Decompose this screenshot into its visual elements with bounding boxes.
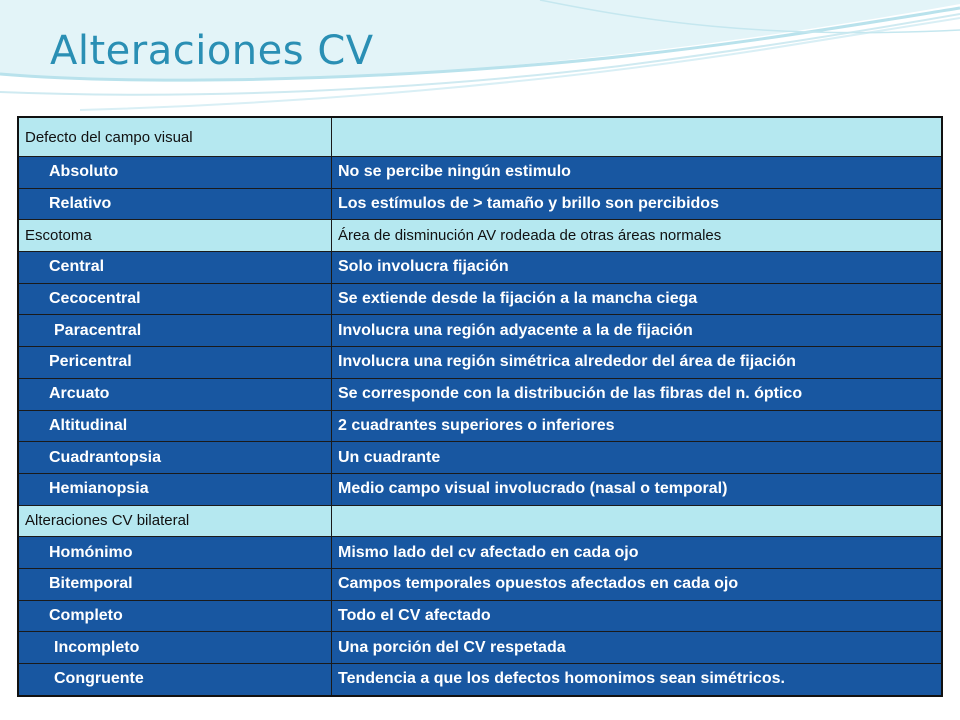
row-label: Completo	[18, 600, 332, 632]
row-label: Pericentral	[18, 347, 332, 379]
row-label: Altitudinal	[18, 410, 332, 442]
visual-field-table	[17, 116, 943, 697]
row-label: Hemianopsia	[18, 473, 332, 505]
row-label: Congruente	[18, 664, 332, 696]
row-label: Cecocentral	[18, 283, 332, 315]
table-row	[18, 188, 942, 220]
row-description: Área de disminución AV rodeada de otras áreas normales	[332, 220, 943, 252]
row-label: Incompleto	[18, 632, 332, 664]
row-label: Paracentral	[18, 315, 332, 347]
row-description: Medio campo visual involucrado (nasal o temporal)	[332, 473, 943, 505]
row-description: Un cuadrante	[332, 442, 943, 474]
row-description: Se extiende desde la fijación a la mancha ciega	[332, 283, 943, 315]
row-description	[332, 117, 943, 157]
table-row	[18, 442, 942, 474]
row-description: Los estímulos de > tamaño y brillo son percibidos	[332, 188, 943, 220]
table-row	[18, 600, 942, 632]
table-row	[18, 117, 942, 157]
row-description: Mismo lado del cv afectado en cada ojo	[332, 537, 943, 569]
page-title: Alteraciones CV	[50, 28, 374, 74]
table-row	[18, 157, 942, 189]
row-description: Se corresponde con la distribución de las fibras del n. óptico	[332, 378, 943, 410]
table-row	[18, 252, 942, 284]
table-row	[18, 473, 942, 505]
row-description: Tendencia a que los defectos homonimos sean simétricos.	[332, 664, 943, 696]
table-row	[18, 410, 942, 442]
row-label: Homónimo	[18, 537, 332, 569]
row-description: Campos temporales opuestos afectados en cada ojo	[332, 568, 943, 600]
table-row	[18, 537, 942, 569]
table-row	[18, 283, 942, 315]
row-label: Alteraciones CV bilateral	[18, 505, 332, 537]
table-row	[18, 347, 942, 379]
row-description	[332, 505, 943, 537]
row-label: Bitemporal	[18, 568, 332, 600]
table-row	[18, 664, 942, 696]
table-row	[18, 505, 942, 537]
table-row	[18, 568, 942, 600]
row-description: Solo involucra fijación	[332, 252, 943, 284]
row-label: Central	[18, 252, 332, 284]
row-description: No se percibe ningún estimulo	[332, 157, 943, 189]
table-row	[18, 632, 942, 664]
row-description: Involucra una región adyacente a la de fijación	[332, 315, 943, 347]
table-row	[18, 220, 942, 252]
row-description: Involucra una región simétrica alrededor del área de fijación	[332, 347, 943, 379]
table-row	[18, 315, 942, 347]
table-row	[18, 378, 942, 410]
row-label: Cuadrantopsia	[18, 442, 332, 474]
row-label: Escotoma	[18, 220, 332, 252]
row-label: Absoluto	[18, 157, 332, 189]
row-description: 2 cuadrantes superiores o inferiores	[332, 410, 943, 442]
row-description: Una porción del CV respetada	[332, 632, 943, 664]
row-label: Relativo	[18, 188, 332, 220]
row-label: Defecto del campo visual	[18, 117, 332, 157]
row-description: Todo el CV afectado	[332, 600, 943, 632]
row-label: Arcuato	[18, 378, 332, 410]
